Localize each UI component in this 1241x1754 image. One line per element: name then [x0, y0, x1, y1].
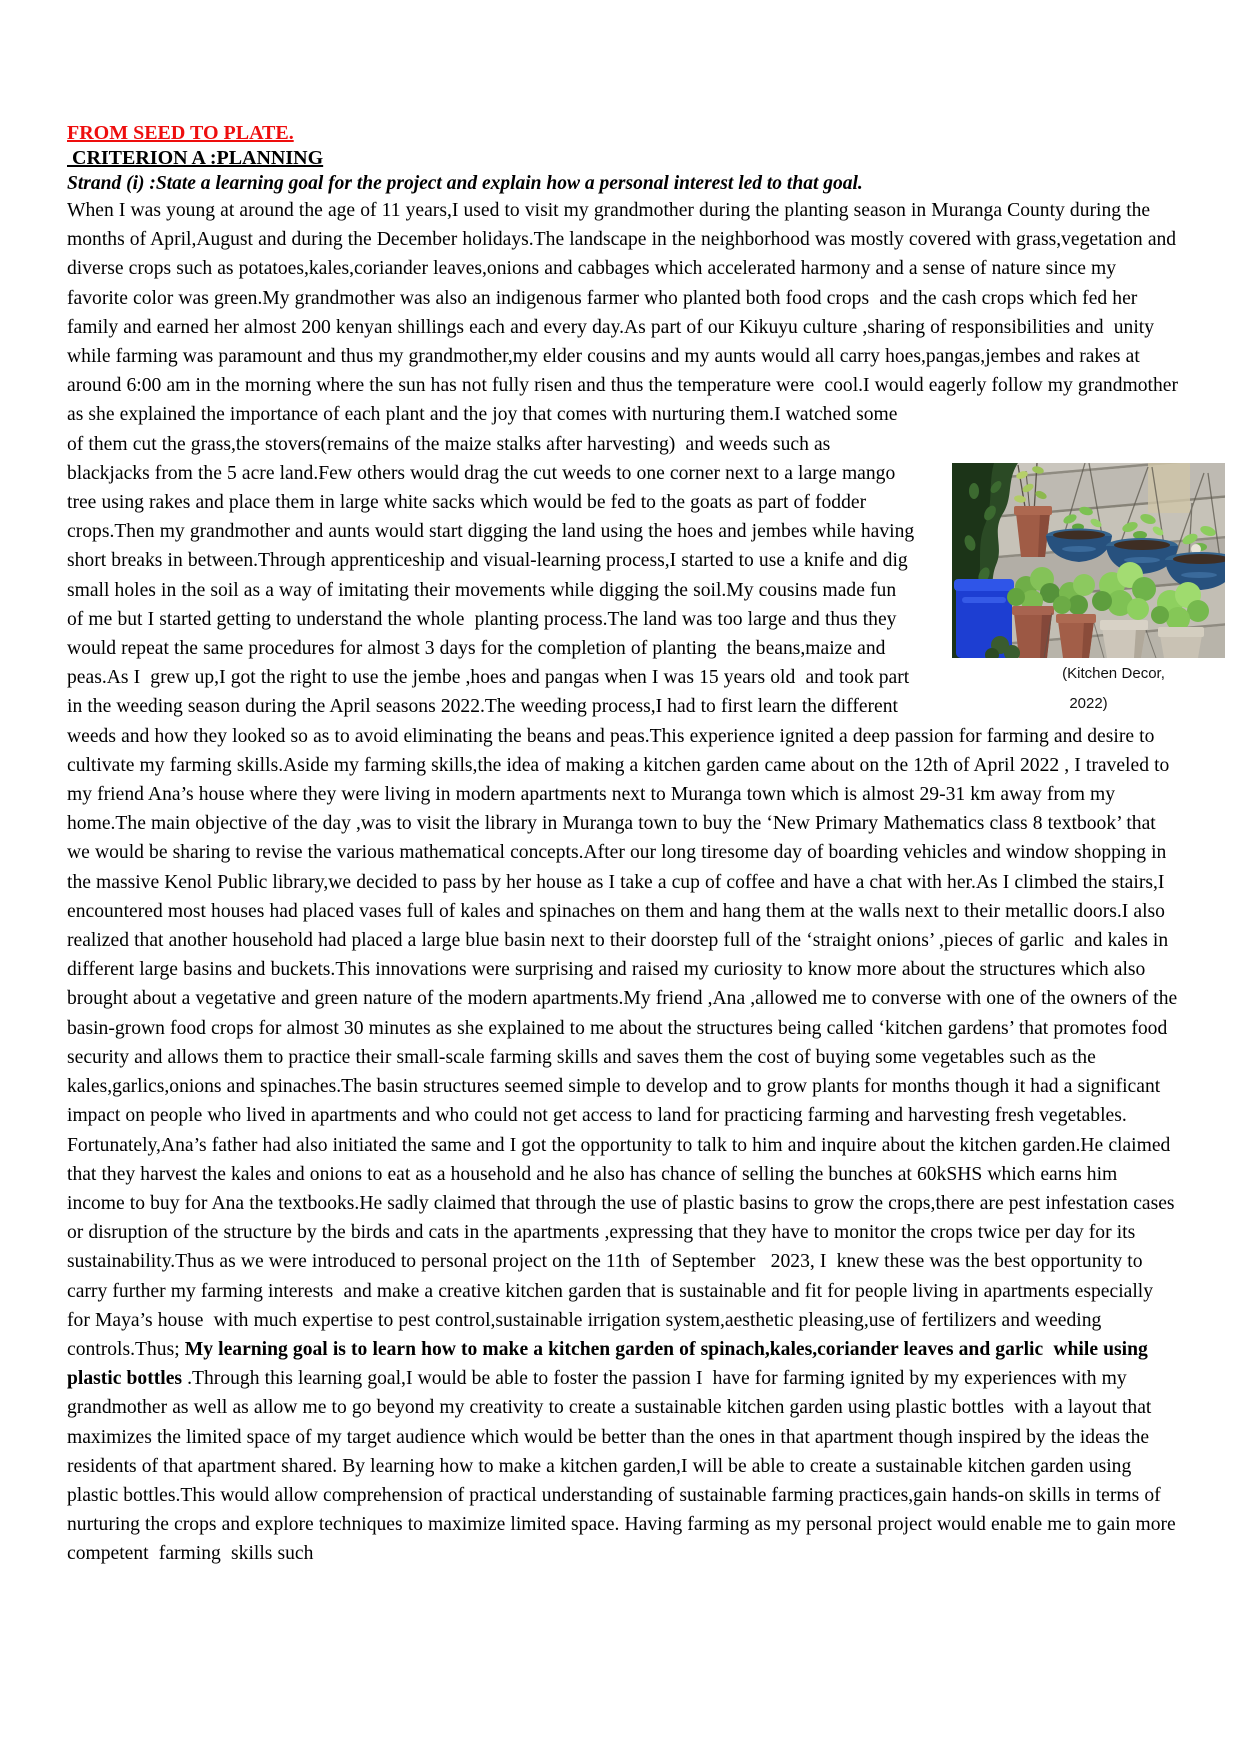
body-text-segment-2: eagerly follow my grandmother as she explained the importance of each plant and the joy that comes with nurturing them.I watched some of them cut the grass,the stovers(remains of the maize stalks after harvesting) and weeds such as blackjacks from the 5 acre land.Few others would drag the cut weeds to one corner next to a large mango tree using rakes and place them in large white sacks which would be fed to the goats as part of fodder crops.Then my grandmother and aunts would start digging the land using the hoes and jembes while having short breaks in between.Through apprenticeship and visual-learning process,I started to use a knife and dig small holes in the soil as a way of imitating their movements while digging the soil.My cousins made fun of me but I started getting to understand the whole planting process.The land was too large and thus they would repeat the same procedures for almost 3 days for the completion of planting the beans,maize and peas.As I grew up,I got the right to use the jembe ,hoes and pangas when I was 15 years old and took part in the weeding season during the April seasons 2022.The weeding process,I had to first learn the different weeds and how they looked so as to avoid eliminating the beans and peas.This experience ignited a deep passion for farming and desire to cultivate my farming skills.Aside my farming skills,the idea of making a kitchen garden came about on the 12th of April 2022 , I traveled to my friend Ana’s house where they were living in modern apartments next to Muranga town which is almost 29-31 km away from my home.The main objective of the day ,was to visit the library in Muranga town to buy the ‘New Primary Mathematics class 8 textbook’ that we would be sharing to revise the various mathematical concepts.After our long tiresome day of boarding vehicles and window shopping in the massive Kenol Public library,we decided to pass by her house as I take a cup of coffee and have a chat with her.As I climbed the stairs,I encountered most houses had placed vases full of kales and spinaches on them and hang them at the walls next to their metallic doors.I also realized that another household had placed a large blue basin next to their doorstep full of the ‘straight onions’ ,pieces of garlic and kales in different large basins and buckets.This innovations were surprising and raised my curiosity to know more about the structures which also brought about a vegetative and green nature of the modern apartments.My friend ,Ana ,allowed me to converse with one of the owners of the basin-grown food crops for almost 30 minutes as she explained to me about the structures being called ‘kitchen gardens’ that promotes food security and allows them to practice their small-scale farming skills and saves them the cost of buying some vegetables such as the kales,garlics,onions and spinaches.The basin structures seemed simple to develop and to grow plants for months though it had a significant impact on people who lived in apartments and who could not get access to land for practicing farming and harvesting fresh vegetables. Fortunately,Ana’s father had also initiated the same and I got the opportunity to talk to him and inquire about the kitchen garden.He claimed that they harvest the kales and onions to eat as a household and he also has chance of selling the bunches at 60kSHS which earns him income to buy for Ana the textbooks.He sadly claimed that through the use of plastic basins to grow the crops,there are pest infestation cases or disruption of the structure by the birds and cats in the apartments ,expressing that they have to monitor the crops twice per day for its sustainability.Thus as we were introduced to personal project on the 11th of September 2023, I knew these was the best opportunity to carry further my farming interests and make a creative kitchen garden that is sustainable and fit for people living in apartments especially for Maya’s house with much expertise to pest control,sustainable irrigation system,aesthetic pleasing,use of fertilizers and weeding controls.Thus;	[67, 375, 1184, 1360]
learning-goal-bold: My learning goal is to learn how to make a kitchen garden of spinach,kales,coriander leaves and garlic while using plastic bottles	[67, 1338, 1158, 1390]
figure-float	[947, 400, 1230, 716]
document-content	[67, 121, 1184, 1569]
body-paragraph	[67, 196, 1184, 1569]
potted-plants-photo	[952, 463, 1225, 658]
body-text-segment-1: When I was young at around the age of 11 years,I used to visit my grandmother during the planting season in Muranga County during the months of April,August and during the December holidays.The landscape in the neighborhood was mostly covered with grass,vegetation and diverse crops such as potatoes,kales,coriander leaves,onions and cabbages which accelerated harmony and a sense of nature since my favorite color was green.My grandmother was also an indigenous farmer who planted both food crops and the cash crops which fed her family and earned her almost 200 kenyan shillings each and every day.As part of our Kikuyu culture ,sharing of responsibilities and unity while farming was paramount and thus my grandmother,my elder cousins and my aunts would all carry hoes,pangas,jembes and rakes at around 6:00 am in the morning where the sun has not fully risen and thus the temperature were cool.I would	[67, 200, 1182, 397]
body-text-segment-3: .Through this learning goal,I would be able to foster the passion I have for farming ignited by my experiences with my grandmother as well as allow me to go beyond my creativity to create a sustainable kitchen garden using plastic bottles with a layout that maximizes the limited space of my target audience which would be better than the ones in that apartment though inspired by the ideas the residents of that apartment shared. By learning how to make a kitchen garden,I will be able to create a sustainable kitchen garden using plastic bottles.This would allow comprehension of practical understanding of sustainable farming practices,gain hands-on skills in terms of nurturing the crops and explore techniques to maximize limited space. Having farming as my personal project would enable me to gain more competent farming skills such	[67, 1368, 1181, 1565]
criterion-heading: CRITERION A :PLANNING	[67, 147, 324, 169]
figure-caption	[1062, 665, 1165, 711]
figure-caption-line1: (Kitchen Decor,	[1062, 665, 1165, 683]
strand-statement: Strand (i) :State a learning goal for the project and explain how a personal interest led to that goal.	[67, 173, 863, 194]
document-title: FROM SEED TO PLATE.	[67, 122, 294, 144]
figure-caption-line2: 2022)	[1069, 694, 1108, 712]
